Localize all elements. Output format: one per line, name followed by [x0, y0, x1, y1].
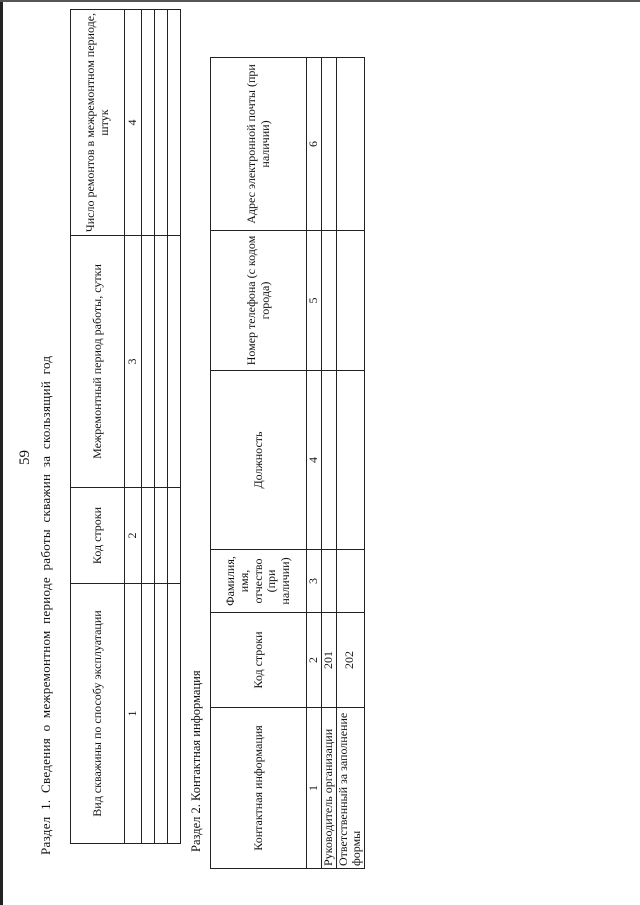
column-header-position: Должность: [211, 371, 307, 550]
table-cell[interactable]: [336, 371, 365, 550]
table-cell[interactable]: [336, 231, 365, 371]
table-cell[interactable]: [321, 371, 336, 550]
column-number: 2: [307, 613, 322, 708]
contact-info-table: [210, 57, 365, 869]
table-cell[interactable]: [321, 231, 336, 371]
section1-title: Раздел 1. Сведения о межремонтном периоде работы скважин за скользящий год: [38, 355, 53, 855]
column-number: 1: [307, 708, 322, 869]
column-number: 4: [307, 371, 322, 550]
table-cell[interactable]: [168, 10, 181, 236]
column-header-row-code: Код строки: [71, 488, 125, 584]
table-header-row: [211, 58, 307, 869]
table-header-row: [71, 10, 125, 844]
row-code: 201: [321, 613, 336, 708]
table-row: [321, 58, 336, 869]
table-cell[interactable]: [155, 488, 168, 584]
section2-title: Раздел 2. Контактная информация: [189, 670, 203, 852]
table-cell[interactable]: [321, 550, 336, 613]
column-numbers-row: [125, 10, 142, 844]
column-number: 3: [125, 236, 142, 488]
table-cell[interactable]: [168, 488, 181, 584]
column-number: 3: [307, 550, 322, 613]
table-cell[interactable]: [155, 236, 168, 488]
table-row: [142, 10, 155, 844]
column-number: 4: [125, 10, 142, 236]
table-cell[interactable]: [336, 550, 365, 613]
row-label-head: Руководитель организации: [321, 708, 336, 869]
column-header-contact-info: Контактная информация: [211, 708, 307, 869]
column-header-full-name: Фамилия, имя, отчество (при наличии): [211, 550, 307, 613]
column-header-row-code: Код строки: [211, 613, 307, 708]
table-cell[interactable]: [142, 488, 155, 584]
table-row: [155, 10, 168, 844]
column-header-well-type: Вид скважины по способу эксплуатации: [71, 584, 125, 844]
table-cell[interactable]: [142, 584, 155, 844]
table-cell[interactable]: [155, 10, 168, 236]
table-row: [336, 58, 365, 869]
table-cell[interactable]: [155, 584, 168, 844]
table-row: [168, 10, 181, 844]
row-code: 202: [336, 613, 365, 708]
column-number: 5: [307, 231, 322, 371]
well-repair-period-table: [70, 9, 181, 844]
table-cell[interactable]: [321, 58, 336, 231]
column-number: 1: [125, 584, 142, 844]
table-cell[interactable]: [142, 10, 155, 236]
column-header-email: Адрес электронной почты (при наличии): [211, 58, 307, 231]
column-header-repair-period: Межремонтный период работы, сутки: [71, 236, 125, 488]
row-label-responsible: Ответственный за заполнение формы: [336, 708, 365, 869]
column-header-repairs-count: Число ремонтов в межремонтном периоде, штук: [71, 10, 125, 236]
table-cell[interactable]: [336, 58, 365, 231]
table-cell[interactable]: [142, 236, 155, 488]
table-cell[interactable]: [168, 236, 181, 488]
table-cell[interactable]: [168, 584, 181, 844]
column-number: 2: [125, 488, 142, 584]
column-numbers-row: [307, 58, 322, 869]
column-number: 6: [307, 58, 322, 231]
column-header-phone: Номер телефона (с кодом города): [211, 231, 307, 371]
page-number: 59: [17, 450, 33, 465]
